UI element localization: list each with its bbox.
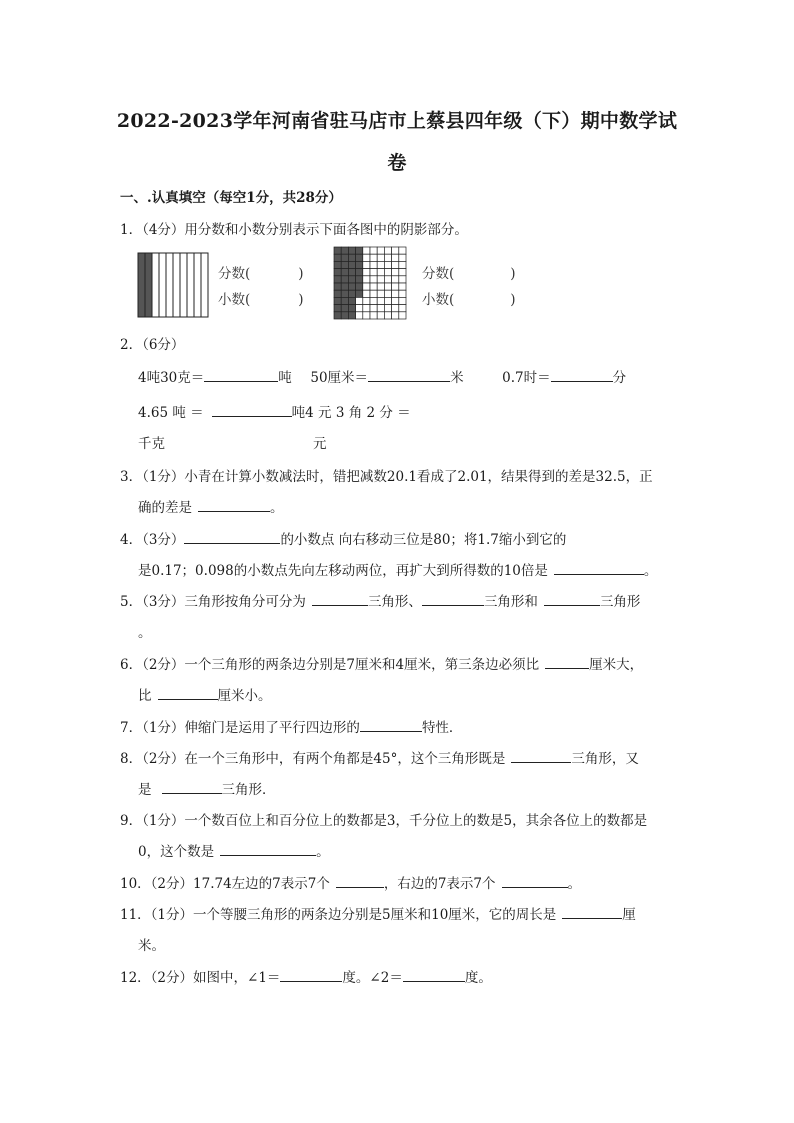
- shaded-cell: [341, 261, 348, 268]
- question-5-line2: 。: [138, 625, 152, 641]
- question-8-line2: 是 三角形．: [138, 782, 276, 798]
- empty-cell: [392, 247, 399, 254]
- empty-cell: [392, 276, 399, 283]
- answer-blank[interactable]: [336, 875, 384, 888]
- question-2: 2．（6分）: [120, 337, 185, 353]
- shaded-cell: [341, 312, 348, 319]
- shaded-cell: [341, 290, 348, 297]
- empty-cell: [384, 276, 391, 283]
- empty-cell: [399, 276, 406, 283]
- empty-strip: [152, 253, 159, 317]
- answer-blank[interactable]: [562, 906, 622, 919]
- shaded-cell: [334, 247, 341, 254]
- empty-cell: [392, 297, 399, 304]
- empty-cell: [384, 312, 391, 319]
- empty-strip: [187, 253, 194, 317]
- empty-cell: [392, 312, 399, 319]
- answer-blank[interactable]: [544, 593, 600, 606]
- question-1: 1．（4分）用分数和小数分别表示下面各图中的阴影部分。: [120, 222, 468, 238]
- shaded-cell: [341, 297, 348, 304]
- empty-cell: [377, 247, 384, 254]
- hundred-grid-figure: [333, 246, 407, 320]
- empty-cell: [377, 254, 384, 261]
- shaded-cell: [341, 254, 348, 261]
- shaded-cell: [356, 269, 363, 276]
- empty-cell: [399, 283, 406, 290]
- decimal-label-1: 小数( ): [218, 292, 304, 308]
- empty-cell: [377, 276, 384, 283]
- empty-cell: [399, 247, 406, 254]
- answer-blank[interactable]: [368, 369, 450, 382]
- page-title-line2: 卷: [387, 152, 407, 174]
- empty-strip: [201, 253, 208, 317]
- empty-cell: [384, 297, 391, 304]
- empty-cell: [370, 312, 377, 319]
- answer-blank[interactable]: [360, 719, 422, 732]
- empty-cell: [356, 305, 363, 312]
- shaded-cell: [348, 254, 355, 261]
- answer-blank[interactable]: [158, 687, 218, 700]
- empty-cell: [384, 247, 391, 254]
- answer-blank[interactable]: [511, 750, 571, 763]
- empty-cell: [370, 297, 377, 304]
- empty-cell: [370, 305, 377, 312]
- question-5-line1: 5．（3分）三角形按角分可分为 三角形、 三角形和 三角形: [120, 594, 641, 610]
- empty-cell: [363, 297, 370, 304]
- shaded-cell: [334, 290, 341, 297]
- empty-cell: [363, 261, 370, 268]
- empty-cell: [377, 269, 384, 276]
- question-6-line1: 6．（2分）一个三角形的两条边分别是7厘米和4厘米，第三条边必须比 厘米大，: [120, 657, 644, 673]
- empty-cell: [392, 269, 399, 276]
- shaded-cell: [356, 261, 363, 268]
- question-3-line1: 3．（1分）小青在计算小数减法时，错把减数20.1看成了2.01，结果得到的差是32.5，正: [120, 469, 653, 485]
- question-12: 12．（2分）如图中，∠1＝ 度。∠2＝ 度。: [120, 970, 492, 986]
- empty-cell: [363, 254, 370, 261]
- question-3-line2: 确的差是 。: [138, 500, 284, 516]
- empty-cell: [384, 305, 391, 312]
- question-11-line2: 米。: [138, 938, 165, 954]
- answer-blank[interactable]: [212, 404, 292, 417]
- shaded-cell: [356, 247, 363, 254]
- empty-cell: [399, 254, 406, 261]
- answer-blank[interactable]: [312, 593, 368, 606]
- answer-blank[interactable]: [545, 656, 589, 669]
- empty-cell: [399, 312, 406, 319]
- question-8-line1: 8．（2分）在一个三角形中，有两个角都是45°，这个三角形既是 三角形，又: [120, 751, 639, 767]
- shaded-cell: [334, 305, 341, 312]
- strip-figure: [137, 252, 209, 318]
- question-9-line1: 9．（1分）一个数百位上和百分位上的数都是3，千分位上的数是5，其余各位上的数都是: [120, 813, 648, 829]
- question-4-line2: 是0.17；0.098的小数点先向左移动两位，再扩大到所得数的10倍是 。: [138, 563, 658, 579]
- question-9-line2: 0，这个数是 。: [138, 844, 330, 860]
- shaded-cell: [334, 276, 341, 283]
- shaded-cell: [341, 276, 348, 283]
- empty-cell: [392, 305, 399, 312]
- empty-cell: [399, 290, 406, 297]
- empty-cell: [384, 269, 391, 276]
- fraction-label-2: 分数( ): [422, 266, 516, 282]
- empty-cell: [384, 283, 391, 290]
- shaded-cell: [341, 247, 348, 254]
- empty-cell: [363, 247, 370, 254]
- empty-cell: [377, 290, 384, 297]
- empty-cell: [363, 305, 370, 312]
- shaded-cell: [334, 261, 341, 268]
- empty-cell: [377, 261, 384, 268]
- empty-cell: [392, 254, 399, 261]
- shaded-cell: [348, 305, 355, 312]
- question-10: 10．（2分）17.74左边的7表示7个 ，右边的7表示7个 。: [120, 876, 582, 892]
- shaded-cell: [334, 269, 341, 276]
- shaded-cell: [334, 312, 341, 319]
- page-title-line1: 2022-2023学年河南省驻马店市上蔡县四年级（下）期中数学试: [116, 110, 678, 132]
- answer-blank[interactable]: [162, 781, 222, 794]
- empty-cell: [377, 312, 384, 319]
- empty-cell: [370, 261, 377, 268]
- answer-blank[interactable]: [422, 593, 484, 606]
- shaded-strip: [145, 253, 152, 317]
- empty-cell: [392, 283, 399, 290]
- empty-cell: [384, 261, 391, 268]
- empty-cell: [363, 290, 370, 297]
- shaded-cell: [356, 290, 363, 297]
- fraction-label-1: 分数( ): [218, 266, 304, 282]
- question-2-row2: 4.65 吨 ＝ 吨4 元 3 角 2 分 ＝: [138, 405, 411, 421]
- answer-blank[interactable]: [551, 369, 613, 382]
- shaded-cell: [348, 312, 355, 319]
- question-6-line2: 比 厘米小。: [138, 688, 272, 704]
- empty-cell: [399, 297, 406, 304]
- empty-cell: [363, 283, 370, 290]
- shaded-cell: [348, 283, 355, 290]
- empty-cell: [363, 276, 370, 283]
- empty-cell: [363, 312, 370, 319]
- question-2-row3: 千克 元: [138, 436, 327, 452]
- answer-blank[interactable]: [204, 369, 278, 382]
- question-7: 7．（1分）伸缩门是运用了平行四边形的 特性．: [120, 720, 463, 736]
- empty-cell: [356, 297, 363, 304]
- empty-cell: [370, 276, 377, 283]
- empty-cell: [399, 305, 406, 312]
- shaded-cell: [348, 290, 355, 297]
- answer-blank[interactable]: [198, 499, 270, 512]
- shaded-cell: [348, 297, 355, 304]
- shaded-cell: [341, 269, 348, 276]
- shaded-cell: [348, 261, 355, 268]
- decimal-label-2: 小数( ): [422, 292, 516, 308]
- empty-strip: [173, 253, 180, 317]
- answer-blank[interactable]: [403, 969, 465, 982]
- empty-cell: [370, 269, 377, 276]
- answer-blank[interactable]: [184, 531, 280, 544]
- empty-strip: [180, 253, 187, 317]
- empty-strip: [194, 253, 201, 317]
- empty-strip: [166, 253, 173, 317]
- question-4-line1: 4．（3分） 的小数点 向右移动三位是80；将1.7缩小到它的: [120, 532, 567, 548]
- shaded-cell: [348, 247, 355, 254]
- answer-blank[interactable]: [554, 562, 644, 575]
- empty-cell: [370, 283, 377, 290]
- shaded-cell: [356, 283, 363, 290]
- shaded-cell: [348, 276, 355, 283]
- shaded-strip: [138, 253, 145, 317]
- empty-cell: [370, 247, 377, 254]
- shaded-cell: [334, 283, 341, 290]
- empty-cell: [384, 254, 391, 261]
- shaded-cell: [356, 254, 363, 261]
- empty-cell: [384, 290, 391, 297]
- empty-cell: [399, 269, 406, 276]
- empty-cell: [370, 290, 377, 297]
- empty-strip: [159, 253, 166, 317]
- empty-cell: [392, 290, 399, 297]
- shaded-cell: [356, 276, 363, 283]
- empty-cell: [377, 305, 384, 312]
- answer-blank[interactable]: [280, 969, 342, 982]
- empty-cell: [392, 261, 399, 268]
- empty-cell: [363, 269, 370, 276]
- shaded-cell: [341, 305, 348, 312]
- empty-cell: [399, 261, 406, 268]
- empty-cell: [377, 297, 384, 304]
- question-2-row1: 4吨30克＝ 吨 50厘米＝ 米 0.7时＝ 分: [138, 370, 627, 386]
- shaded-cell: [334, 297, 341, 304]
- shaded-cell: [348, 269, 355, 276]
- shaded-cell: [341, 283, 348, 290]
- empty-cell: [370, 254, 377, 261]
- shaded-cell: [334, 254, 341, 261]
- question-11-line1: 11．（1分）一个等腰三角形的两条边分别是5厘米和10厘米，它的周长是 厘: [120, 907, 636, 923]
- answer-blank[interactable]: [220, 843, 316, 856]
- answer-blank[interactable]: [502, 875, 568, 888]
- empty-cell: [377, 283, 384, 290]
- empty-cell: [356, 312, 363, 319]
- section-heading: 一、.认真填空（每空1分，共28分）: [120, 190, 342, 206]
